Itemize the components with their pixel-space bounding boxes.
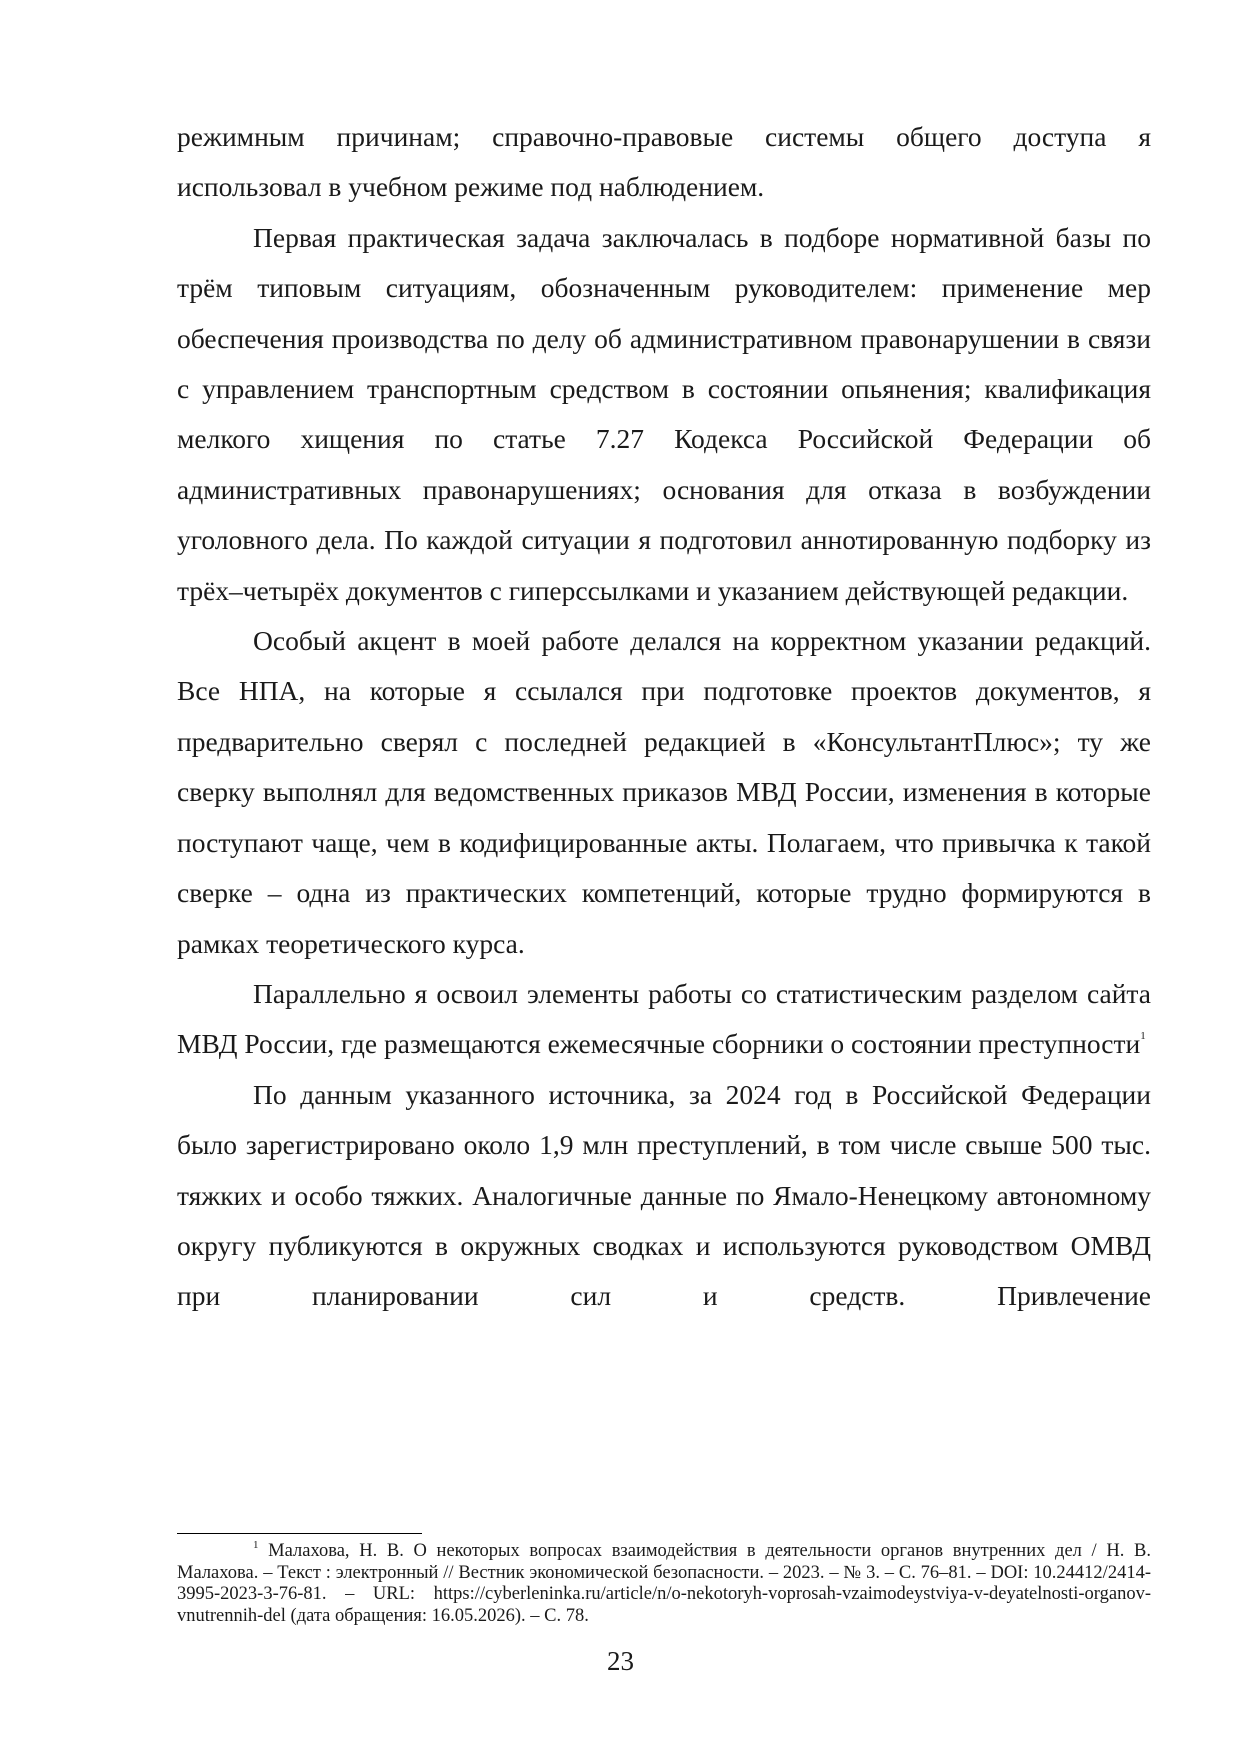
paragraph-5: По данным указанного источника, за 2024 год в Российской Федерации было зарегистрировано около 1,9 млн преступлений, в том числе свыше 500 тыс. тяжких и особо тяжких. Аналогичные данные по Ямало-Ненецкому автономному округу публикуются в окружных сводках и используются руководством ОМВД при планировании сил и средств. Привлечение [177, 1078, 1151, 1312]
paragraph-4 [177, 969, 1151, 1070]
footnote-reference[interactable]: 1 [1140, 1030, 1146, 1043]
footnote-number: 1 [253, 1539, 259, 1551]
footnote-text: Малахова, Н. В. О некоторых вопросах взаимодействия в деятельности органов внутренних дел / Н. В. Малахова. – Текст : электронный // Вестник экономической безопасности. – 2023. – № 3. – С. 76–81. – DOI: 10.24412/2414-3995-2023-3-76-81. – URL: https://cyberleninka.ru/article/n/o-nekotoryh-voprosah-vzaimodeystviya-v-deyatelnosti-organov-vnutrennih-del (дата обращения: 16.05.2026). – С. 78. [177, 1541, 1151, 1626]
footnote-separator [177, 1533, 422, 1534]
page-number: 23 [607, 1646, 634, 1676]
paragraph-1: режимным причинам; справочно-правовые системы общего доступа я использовал в учебном режиме под наблюдением. [177, 121, 1151, 203]
footnote [177, 1541, 1151, 1627]
paragraph-4-text: Параллельно я освоил элементы работы со статистическим разделом сайта МВД России, где размещаются ежемесячные сборники о состоянии преступности [177, 977, 1151, 1060]
paragraph-2: Первая практическая задача заключалась в подборе нормативной базы по трём типовым ситуациям, обозначенным руководителем: применение мер обеспечения производства по делу об административном правонарушении в связи с управлением транспортным средством в состоянии опьянения; квалификация мелкого хищения по статье 7.27 Кодекса Российской Федерации об административных правонарушениях; основания для отказа в возбуждении уголовного дела. По каждой ситуации я подготовил аннотированную подборку из трёх–четырёх документов с гиперссылками и указанием действующей редакции. [177, 221, 1151, 606]
document-body [177, 112, 1151, 1322]
paragraph-3: Особый акцент в моей работе делался на корректном указании редакций. Все НПА, на которые я ссылался при подготовке проектов документов, я предварительно сверял с последней редакцией в «КонсультантПлюс»; ту же сверку выполнял для ведомственных приказов МВД России, изменения в которые поступают чаще, чем в кодифицированные акты. Полагаем, что привычка к такой сверке – одна из практических компетенций, которые трудно формируются в рамках теоретического курса. [177, 625, 1151, 959]
